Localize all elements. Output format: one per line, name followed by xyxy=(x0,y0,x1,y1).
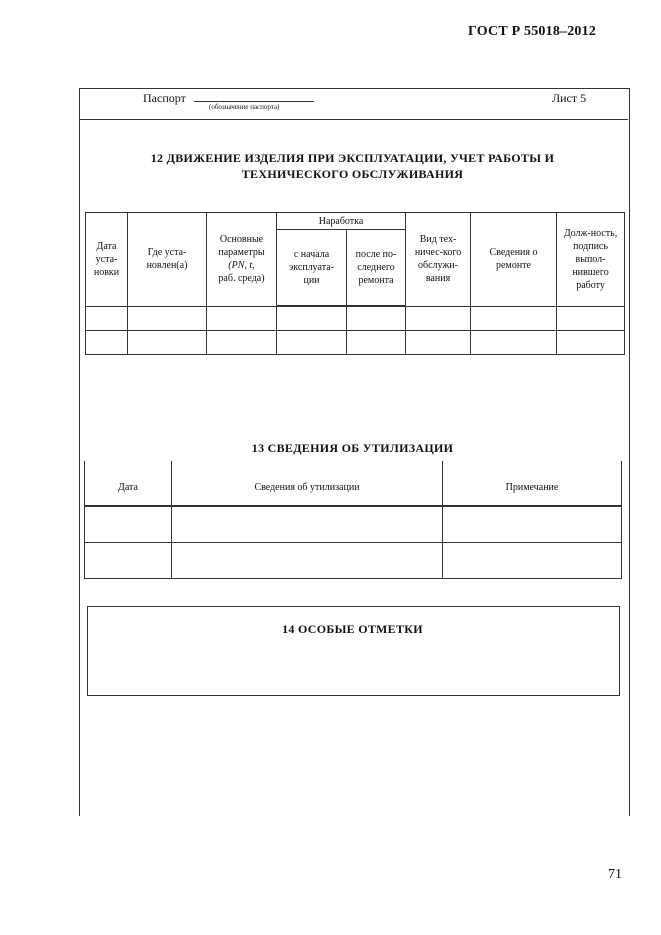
passport-label: Паспорт xyxy=(143,91,186,105)
special-notes-box xyxy=(87,606,620,696)
sheet-number: Лист 5 xyxy=(552,91,587,105)
section-14-title: 14 ОСОБЫЕ ОТМЕТКИ xyxy=(282,622,423,636)
section-12-title-line1: 12 ДВИЖЕНИЕ ИЗДЕЛИЯ ПРИ ЭКСПЛУАТАЦИИ, УЧЕТ РАБОТЫ И xyxy=(150,151,555,165)
col-disposal-date: Дата xyxy=(85,461,172,506)
section-12-title xyxy=(100,150,605,182)
section-12-title-line2: ТЕХНИЧЕСКОГО ОБСЛУЖИВАНИЯ xyxy=(241,167,464,181)
col-main-params-line1: Основные параметры xyxy=(218,234,265,259)
header-divider xyxy=(80,119,628,120)
table-row xyxy=(86,306,625,331)
standard-number: ГОСТ Р 55018–2012 xyxy=(468,24,597,39)
table-row xyxy=(86,331,625,355)
disposal-table xyxy=(84,461,622,579)
operation-table xyxy=(85,212,625,355)
col-main-params xyxy=(207,213,277,307)
table-row xyxy=(85,543,622,579)
col-signature: Долж-ность, подпись выпол-нившего работу xyxy=(557,213,625,307)
col-repair-info: Сведения о ремонте xyxy=(471,213,557,307)
col-maintenance-type: Вид тех-ничес-кого обслужи-вания xyxy=(406,213,471,307)
page-number: 71 xyxy=(608,867,622,882)
passport-caption: (обозначение паспорта) xyxy=(209,103,280,111)
col-since-start: с начала эксплуата-ции xyxy=(277,230,347,307)
col-operating-time: Наработка xyxy=(277,213,406,230)
table-row xyxy=(85,506,622,543)
col-location: Где уста-новлен(а) xyxy=(128,213,207,307)
col-install-date: Дата уста-новки xyxy=(86,213,128,307)
col-disposal-note: Примечание xyxy=(443,461,622,506)
col-disposal-info: Сведения об утилизации xyxy=(172,461,443,506)
col-main-params-line3: раб. среда) xyxy=(218,273,265,285)
col-main-params-line2: (PN, t, xyxy=(228,260,255,272)
passport-underline xyxy=(194,101,314,102)
col-since-repair: после по-следнего ремонта xyxy=(347,230,406,307)
section-13-title: 13 СВЕДЕНИЯ ОБ УТИЛИЗАЦИИ xyxy=(251,441,454,455)
